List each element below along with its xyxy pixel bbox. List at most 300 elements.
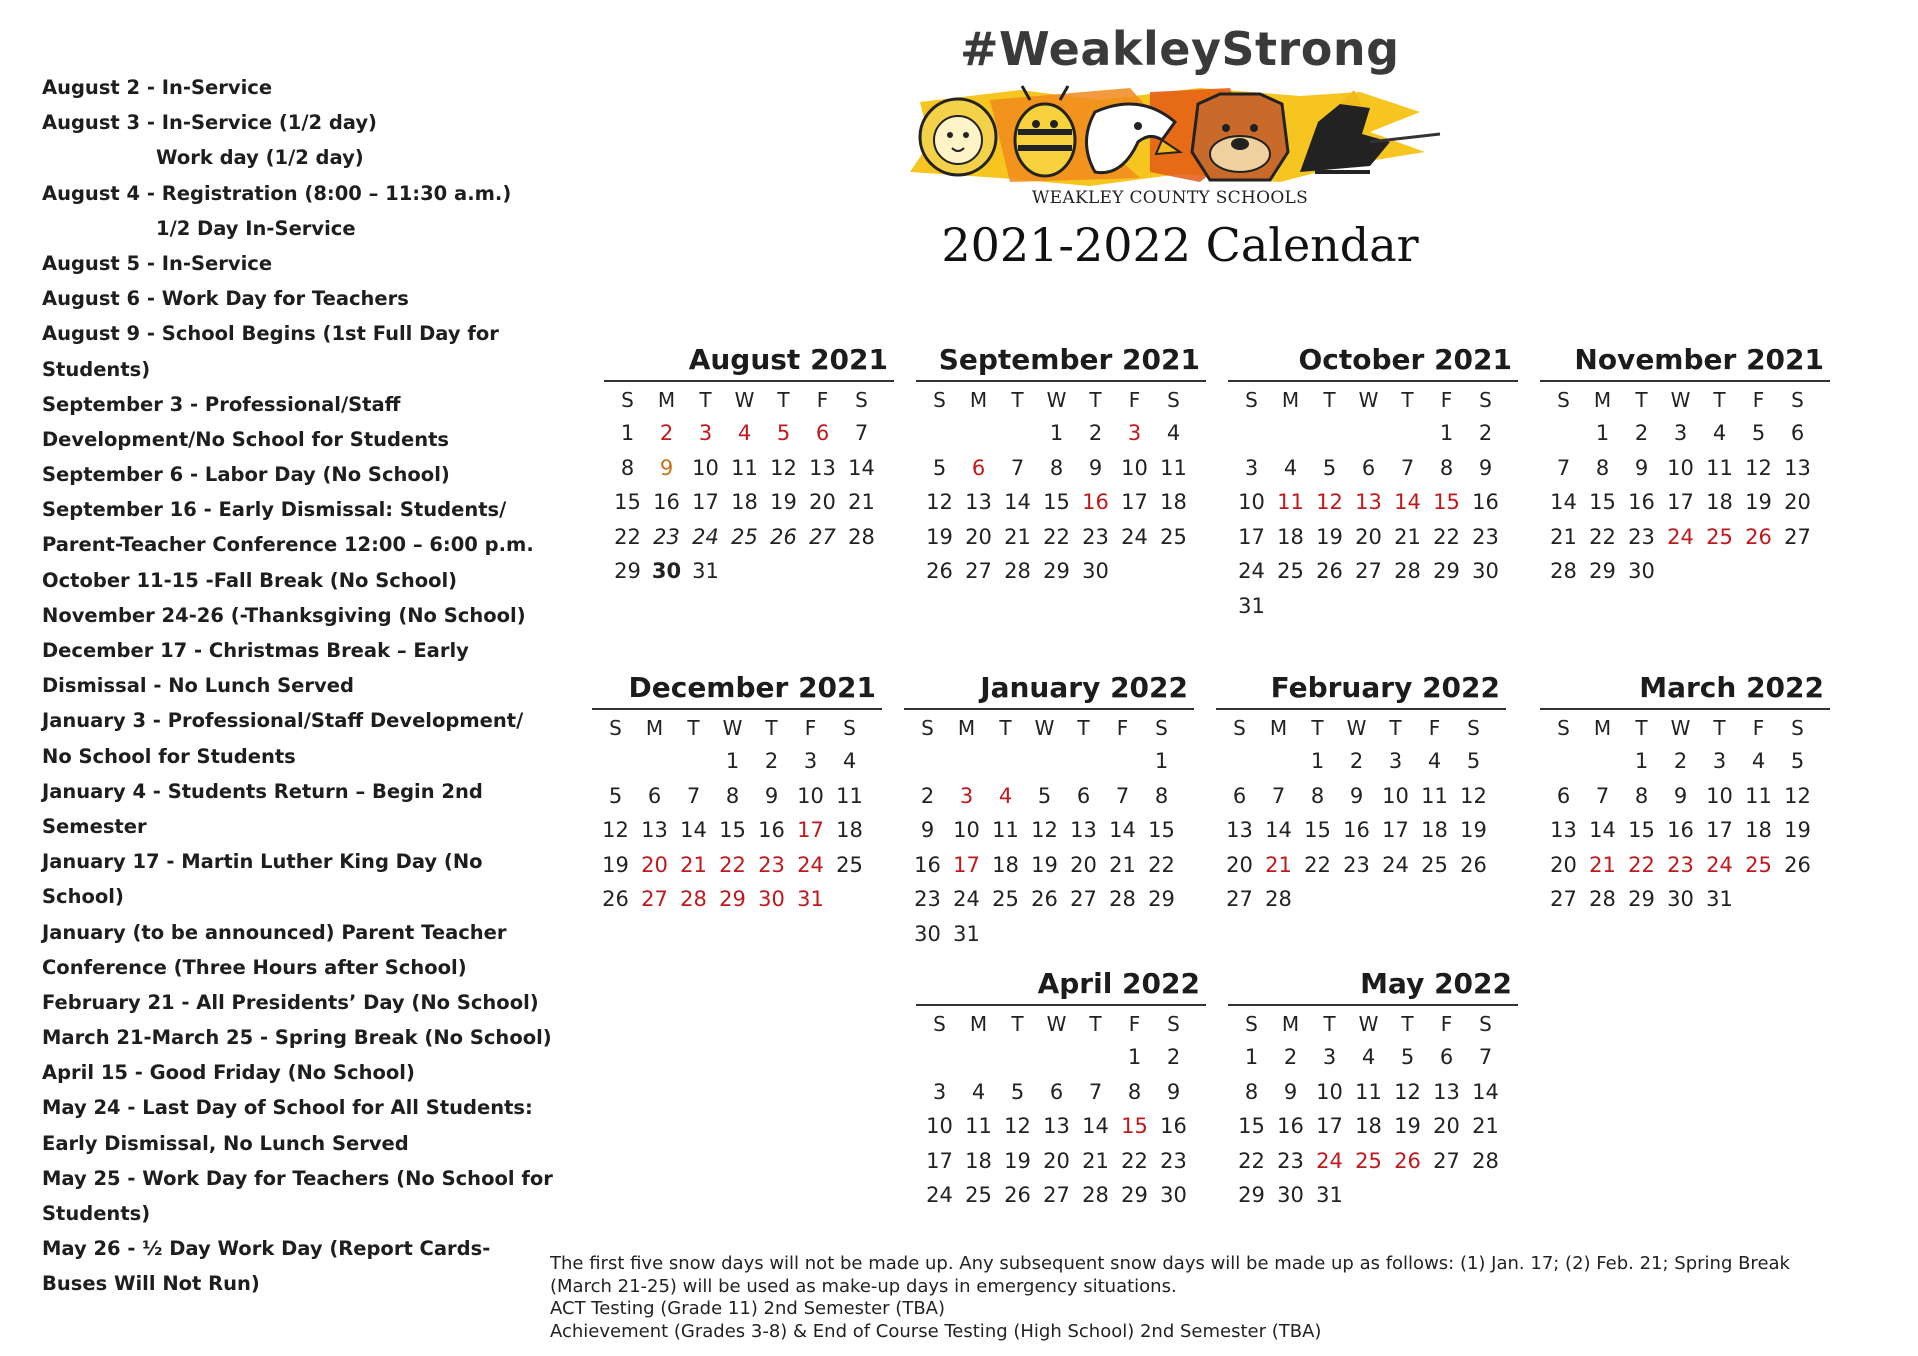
empty-cell: [908, 744, 947, 779]
weekday-header: S: [1467, 716, 1480, 740]
event-line: January 4 - Students Return – Begin 2nd: [42, 779, 483, 803]
day-cell: 9: [1478, 455, 1493, 480]
empty-cell: [635, 744, 674, 779]
day-cell: 26: [1394, 1148, 1421, 1173]
day-cell: 20: [809, 490, 836, 514]
day-cell: 11: [1160, 455, 1187, 480]
day-cell: 12: [1004, 1114, 1031, 1138]
day-cell: 4: [1751, 749, 1766, 773]
day-grid: [592, 710, 882, 917]
day-cell: 22: [1433, 524, 1460, 549]
day-cell: 2: [659, 421, 674, 445]
day-cell: 2: [1349, 749, 1364, 773]
day-grid: [1540, 710, 1830, 917]
day-cell: 8: [1154, 783, 1169, 808]
day-cell: 13: [1550, 818, 1577, 842]
month-title: December 2021: [592, 668, 882, 710]
day-cell: 27: [1043, 1183, 1070, 1207]
day-cell: 15: [719, 818, 746, 842]
day-cell: 29: [1433, 559, 1460, 583]
day-cell: 8: [1244, 1079, 1259, 1104]
day-cell: 9: [659, 455, 674, 480]
weekday-header: S: [621, 388, 634, 412]
empty-cell: [998, 1040, 1037, 1075]
day-cell: 20: [1043, 1148, 1070, 1173]
day-cell: 1: [725, 749, 740, 773]
event-line: January 17 - Martin Luther King Day (No: [42, 850, 483, 874]
day-cell: 21: [1082, 1148, 1109, 1173]
day-cell: 19: [1031, 852, 1058, 877]
day-cell: 22: [1148, 852, 1175, 877]
day-cell: 25: [1706, 524, 1733, 549]
empty-cell: [1103, 744, 1142, 779]
weekday-header: S: [1233, 716, 1246, 740]
event-line: Buses Will Not Run): [42, 1272, 260, 1296]
day-cell: 9: [1673, 783, 1688, 808]
day-cell: 31: [953, 921, 980, 946]
month-title: October 2021: [1228, 340, 1518, 382]
day-cell: 28: [1472, 1148, 1499, 1173]
month-title: August 2021: [604, 340, 894, 382]
month-title: May 2022: [1228, 964, 1518, 1006]
day-cell: 29: [1238, 1183, 1265, 1207]
day-cell: 18: [992, 852, 1019, 877]
day-cell: 7: [1271, 783, 1286, 808]
calendar-title: 2021-2022 Calendar: [941, 218, 1419, 272]
day-cell: 22: [614, 524, 641, 549]
day-cell: 7: [1556, 455, 1571, 480]
day-cell: 30: [651, 559, 682, 583]
weekday-header: T: [1713, 716, 1726, 740]
day-cell: 8: [1439, 455, 1454, 480]
day-cell: 25: [992, 887, 1019, 911]
day-cell: 28: [1394, 559, 1421, 583]
day-cell: 11: [965, 1114, 992, 1138]
day-cell: 4: [1166, 421, 1181, 445]
day-grid: [1216, 710, 1506, 917]
day-cell: 25: [965, 1183, 992, 1207]
event-line: August 6 - Work Day for Teachers: [42, 287, 409, 311]
day-cell: 19: [1394, 1114, 1421, 1138]
month-calendar: [592, 668, 882, 917]
day-cell: 10: [1706, 783, 1733, 808]
day-cell: 16: [1343, 818, 1370, 842]
day-cell: 22: [1628, 852, 1655, 877]
lion-mascot-icon: [920, 99, 996, 175]
day-cell: 17: [692, 490, 719, 514]
weekday-header: M: [1593, 716, 1612, 740]
day-cell: 14: [1082, 1114, 1109, 1138]
day-cell: 13: [809, 455, 836, 480]
event-line: November 24-26 (-Thanksgiving (No School): [42, 603, 526, 627]
day-cell: 20: [965, 524, 992, 549]
day-cell: 15: [1304, 818, 1331, 842]
day-cell: 5: [1037, 783, 1052, 808]
empty-cell: [947, 744, 986, 779]
day-cell: 6: [1556, 783, 1571, 808]
day-cell: 29: [1043, 559, 1070, 583]
day-cell: 27: [641, 887, 668, 911]
day-cell: 21: [1394, 524, 1421, 549]
day-cell: 7: [1478, 1045, 1493, 1069]
day-cell: 26: [1745, 524, 1772, 549]
day-cell: 14: [848, 455, 875, 480]
day-cell: 21: [1589, 852, 1616, 877]
weekday-header: M: [957, 716, 976, 740]
month-calendar: [1228, 964, 1518, 1213]
day-cell: 10: [797, 783, 824, 808]
day-cell: 24: [1382, 852, 1409, 877]
month-calendar: [1216, 668, 1506, 917]
day-cell: 28: [680, 887, 707, 911]
day-cell: 28: [1004, 559, 1031, 583]
month-calendar: [604, 340, 894, 589]
weekday-header: T: [1011, 1012, 1024, 1036]
day-cell: 25: [731, 524, 758, 549]
weekday-header: F: [1428, 716, 1441, 740]
footnote-line: ACT Testing (Grade 11) 2nd Semester (TBA): [550, 1298, 946, 1319]
day-cell: 4: [1361, 1045, 1376, 1069]
day-cell: 19: [602, 852, 629, 877]
day-cell: 24: [953, 887, 980, 911]
day-cell: 15: [1148, 818, 1175, 842]
day-cell: 18: [731, 490, 758, 514]
bulldog-mascot-icon: [1192, 94, 1288, 180]
month-calendar: [904, 668, 1194, 951]
day-cell: 20: [1784, 490, 1811, 514]
day-cell: 19: [1004, 1148, 1031, 1173]
event-line: 1/2 Day In-Service: [156, 216, 356, 240]
weekday-header: W: [1358, 1012, 1379, 1036]
month-calendar: [1228, 340, 1518, 623]
weekday-header: S: [1557, 716, 1570, 740]
day-cell: 5: [1751, 421, 1766, 445]
day-cell: 9: [1634, 455, 1649, 480]
events-list: [42, 70, 562, 1302]
weekday-header: S: [1245, 388, 1258, 412]
empty-cell: [959, 1040, 998, 1075]
day-cell: 29: [1589, 559, 1616, 583]
day-cell: 12: [1460, 783, 1487, 808]
day-cell: 8: [620, 455, 635, 480]
day-cell: 27: [1226, 887, 1253, 911]
day-grid: [1228, 1006, 1518, 1213]
day-cell: 25: [1355, 1148, 1382, 1173]
day-grid: [916, 382, 1206, 589]
day-cell: 26: [770, 524, 797, 549]
day-cell: 2: [764, 749, 779, 773]
weekday-header: S: [1479, 1012, 1492, 1036]
day-cell: 20: [641, 852, 668, 877]
day-cell: 3: [1127, 421, 1142, 445]
event-line: January (to be announced) Parent Teacher: [42, 920, 507, 944]
day-cell: 13: [641, 818, 668, 842]
day-cell: 18: [965, 1148, 992, 1173]
day-cell: 26: [926, 559, 953, 583]
day-cell: 11: [1706, 455, 1733, 480]
event-line: Development/No School for Students: [42, 427, 450, 451]
day-cell: 20: [1355, 524, 1382, 549]
day-cell: 18: [1745, 818, 1772, 842]
weekday-header: F: [1440, 388, 1453, 412]
day-cell: 8: [1595, 455, 1610, 480]
weekday-header: W: [734, 388, 755, 412]
day-grid: [916, 1006, 1206, 1213]
day-cell: 15: [1628, 818, 1655, 842]
day-cell: 4: [1427, 749, 1442, 773]
day-cell: 18: [1421, 818, 1448, 842]
day-cell: 12: [1316, 490, 1343, 514]
day-cell: 17: [1706, 818, 1733, 842]
empty-cell: [1232, 416, 1271, 451]
day-cell: 31: [797, 887, 824, 911]
weekday-header: T: [699, 388, 712, 412]
day-cell: 20: [1550, 852, 1577, 877]
event-line: August 3 - In-Service (1/2 day): [42, 111, 377, 135]
day-cell: 15: [1238, 1114, 1265, 1138]
weekday-header: M: [969, 388, 988, 412]
day-cell: 9: [1166, 1079, 1181, 1104]
day-cell: 2: [1478, 421, 1493, 445]
day-cell: 16: [1082, 490, 1109, 514]
event-line: February 21 - All Presidents’ Day (No School): [42, 990, 539, 1014]
day-cell: 18: [1706, 490, 1733, 514]
day-cell: 11: [1421, 783, 1448, 808]
day-cell: 19: [1745, 490, 1772, 514]
weekday-header: S: [843, 716, 856, 740]
weekday-header: T: [1089, 388, 1102, 412]
event-line: January 3 - Professional/Staff Development/: [42, 709, 524, 733]
day-cell: 30: [1277, 1183, 1304, 1207]
event-line: May 24 - Last Day of School for All Students:: [42, 1096, 533, 1120]
day-cell: 10: [926, 1114, 953, 1138]
weekday-header: T: [1401, 1012, 1414, 1036]
empty-cell: [1271, 416, 1310, 451]
day-cell: 20: [1070, 852, 1097, 877]
weekday-header: T: [1311, 716, 1324, 740]
day-cell: 22: [719, 852, 746, 877]
day-cell: 15: [1589, 490, 1616, 514]
day-cell: 18: [1160, 490, 1187, 514]
day-cell: 15: [1121, 1114, 1148, 1138]
day-cell: 29: [719, 887, 746, 911]
weekday-header: T: [1011, 388, 1024, 412]
day-cell: 24: [1706, 852, 1733, 877]
day-cell: 24: [1316, 1148, 1343, 1173]
day-cell: 4: [998, 783, 1013, 808]
event-line: Dismissal - No Lunch Served: [42, 674, 354, 698]
day-cell: 17: [1382, 818, 1409, 842]
day-cell: 16: [758, 818, 785, 842]
weekday-header: T: [687, 716, 700, 740]
day-cell: 8: [1634, 783, 1649, 808]
day-cell: 26: [602, 887, 629, 911]
day-cell: 11: [1745, 783, 1772, 808]
day-cell: 19: [1460, 818, 1487, 842]
day-cell: 4: [1712, 421, 1727, 445]
day-cell: 1: [1049, 421, 1064, 445]
event-line: December 17 - Christmas Break – Early: [42, 639, 469, 662]
day-cell: 4: [1283, 455, 1298, 480]
day-cell: 5: [776, 421, 791, 445]
day-cell: 10: [953, 818, 980, 842]
day-cell: 15: [1433, 490, 1460, 514]
weekday-header: F: [1128, 1012, 1141, 1036]
day-grid: [604, 382, 894, 589]
weekday-header: S: [855, 388, 868, 412]
weekday-header: M: [1281, 388, 1300, 412]
day-cell: 6: [1790, 421, 1805, 445]
day-cell: 18: [1277, 524, 1304, 549]
day-cell: 8: [1127, 1079, 1142, 1104]
empty-cell: [986, 744, 1025, 779]
empty-cell: [1025, 744, 1064, 779]
day-grid: [1540, 382, 1830, 589]
day-cell: 5: [1010, 1079, 1025, 1104]
day-cell: 17: [926, 1148, 953, 1173]
day-cell: 11: [1355, 1079, 1382, 1104]
day-cell: 1: [1154, 749, 1169, 773]
weekday-header: S: [609, 716, 622, 740]
weekday-header: F: [1752, 388, 1765, 412]
day-cell: 12: [770, 455, 797, 480]
event-line: School): [42, 885, 124, 909]
month-calendar: [916, 964, 1206, 1213]
day-cell: 27: [1433, 1148, 1460, 1173]
day-cell: 9: [764, 783, 779, 808]
month-title: March 2022: [1540, 668, 1830, 710]
day-cell: 31: [1706, 887, 1733, 911]
weekday-header: T: [1401, 388, 1414, 412]
month-title: April 2022: [916, 964, 1206, 1006]
event-line: No School for Students: [42, 744, 296, 768]
day-cell: 2: [1166, 1045, 1181, 1069]
day-cell: 17: [1121, 490, 1148, 514]
day-cell: 3: [932, 1079, 947, 1104]
day-cell: 9: [920, 818, 935, 842]
day-cell: 27: [965, 559, 992, 583]
day-cell: 19: [1316, 524, 1343, 549]
day-cell: 24: [1121, 524, 1148, 549]
day-cell: 6: [1049, 1079, 1064, 1104]
footnotes: [550, 1253, 1870, 1343]
day-cell: 21: [1472, 1114, 1499, 1138]
day-cell: 17: [1316, 1114, 1343, 1138]
day-cell: 3: [1244, 455, 1259, 480]
event-line: Semester: [42, 814, 147, 838]
day-cell: 23: [653, 524, 680, 549]
day-cell: 17: [1238, 524, 1265, 549]
weekday-header: T: [1635, 388, 1648, 412]
day-cell: 26: [1460, 852, 1487, 877]
month-calendar: [916, 340, 1206, 589]
day-cell: 7: [1400, 455, 1415, 480]
event-line: Students): [42, 1202, 151, 1225]
day-cell: 21: [1265, 852, 1292, 877]
day-cell: 24: [692, 524, 719, 549]
empty-cell: [1076, 1040, 1115, 1075]
day-cell: 29: [614, 559, 641, 583]
day-cell: 13: [1043, 1114, 1070, 1138]
empty-cell: [1220, 744, 1259, 779]
day-cell: 6: [971, 455, 986, 480]
day-cell: 12: [1031, 818, 1058, 842]
day-cell: 16: [1277, 1114, 1304, 1138]
day-cell: 12: [1745, 455, 1772, 480]
weekday-header: S: [1791, 388, 1804, 412]
day-cell: 30: [1628, 559, 1655, 583]
day-cell: 10: [1382, 783, 1409, 808]
day-cell: 31: [1238, 593, 1265, 618]
day-cell: 2: [1283, 1045, 1298, 1069]
day-cell: 12: [1784, 783, 1811, 808]
event-line: October 11-15 -Fall Break (No School): [42, 568, 458, 592]
day-cell: 24: [1667, 524, 1694, 549]
event-line: Students): [42, 357, 151, 381]
day-cell: 16: [1628, 490, 1655, 514]
weekday-header: S: [1155, 716, 1168, 740]
day-cell: 1: [1127, 1045, 1142, 1069]
empty-cell: [959, 416, 998, 451]
day-cell: 24: [1238, 559, 1265, 583]
day-cell: 13: [1433, 1079, 1460, 1104]
weekday-header: M: [969, 1012, 988, 1036]
day-cell: 1: [1439, 421, 1454, 445]
day-cell: 1: [620, 421, 635, 445]
day-cell: 10: [1121, 455, 1148, 480]
event-line: August 5 - In-Service: [42, 251, 273, 275]
day-cell: 3: [1388, 749, 1403, 773]
weekday-header: S: [1479, 388, 1492, 412]
day-cell: 22: [1238, 1148, 1265, 1173]
day-cell: 13: [1070, 818, 1097, 842]
event-line: April 15 - Good Friday (No School): [42, 1061, 415, 1085]
day-cell: 12: [926, 490, 953, 514]
weekday-header: T: [1323, 1012, 1336, 1036]
event-line: Conference (Three Hours after School): [42, 955, 467, 979]
day-cell: 22: [1121, 1148, 1148, 1173]
day-cell: 13: [1784, 455, 1811, 480]
weekday-header: F: [1116, 716, 1129, 740]
day-cell: 18: [1355, 1114, 1382, 1138]
day-cell: 3: [959, 783, 974, 808]
day-cell: 5: [1790, 749, 1805, 773]
weekday-header: F: [1128, 388, 1141, 412]
empty-cell: [1544, 416, 1583, 451]
day-cell: 30: [1160, 1183, 1187, 1207]
weekday-header: W: [1034, 716, 1055, 740]
day-cell: 27: [1784, 524, 1811, 549]
day-cell: 25: [1421, 852, 1448, 877]
day-cell: 14: [1109, 818, 1136, 842]
day-cell: 25: [1745, 852, 1772, 877]
day-cell: 1: [1244, 1045, 1259, 1069]
weekday-header: S: [921, 716, 934, 740]
event-line: August 9 - School Begins (1st Full Day for: [42, 322, 499, 346]
month-title: January 2022: [904, 668, 1194, 710]
day-cell: 26: [1784, 852, 1811, 877]
day-cell: 2: [920, 783, 935, 808]
month-title: September 2021: [916, 340, 1206, 382]
event-line: August 4 - Registration (8:00 – 11:30 a.m.): [42, 181, 512, 205]
day-cell: 25: [1277, 559, 1304, 583]
empty-cell: [1349, 416, 1388, 451]
weekday-header: M: [1281, 1012, 1300, 1036]
day-cell: 30: [1472, 559, 1499, 583]
day-cell: 13: [1355, 490, 1382, 514]
day-cell: 19: [770, 490, 797, 514]
day-cell: 20: [1226, 852, 1253, 877]
